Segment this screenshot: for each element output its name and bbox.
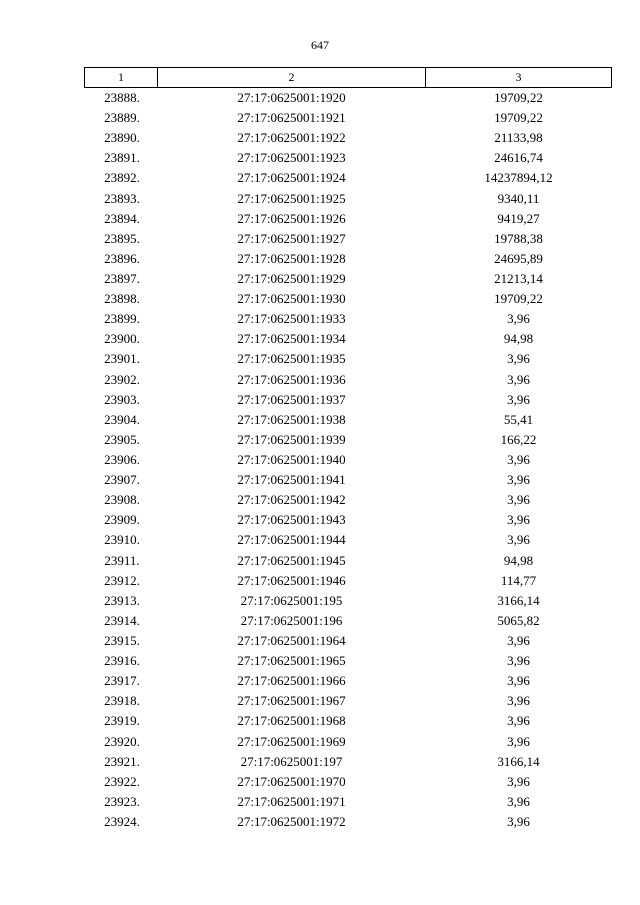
table-row (85, 510, 612, 530)
table-row (85, 671, 612, 691)
cadastral-number: 27:17:0625001:1921 (237, 110, 346, 126)
value: 19709,22 (494, 110, 543, 126)
value: 94,98 (503, 331, 534, 347)
table-row (85, 812, 612, 832)
value: 14237894,12 (484, 170, 553, 186)
table-row (85, 691, 612, 711)
value: 3,96 (507, 452, 530, 468)
value: 19709,22 (494, 291, 543, 307)
cadastral-number: 27:17:0625001:1926 (237, 210, 346, 226)
table-header (85, 68, 612, 88)
table-row (85, 128, 612, 148)
cadastral-number: 27:17:0625001:1972 (237, 813, 346, 829)
value: 114,77 (500, 572, 537, 588)
value: 3,96 (507, 532, 530, 548)
cadastral-number: 27:17:0625001:1946 (237, 572, 346, 588)
row-number: 23917. (104, 673, 140, 689)
value: 3,96 (507, 733, 530, 749)
cadastral-number: 27:17:0625001:1935 (237, 351, 346, 367)
row-number: 23896. (104, 250, 140, 266)
cadastral-number: 27:17:0625001:1941 (237, 472, 346, 488)
table-row (85, 148, 612, 168)
table-row (85, 772, 612, 792)
row-number: 23906. (104, 452, 140, 468)
table-row (85, 631, 612, 651)
row-number: 23901. (104, 351, 140, 367)
row-number: 23909. (104, 512, 140, 528)
cadastral-number: 27:17:0625001:1969 (237, 733, 346, 749)
value: 3166,14 (497, 592, 540, 608)
value: 3,96 (507, 311, 530, 327)
table-row (85, 792, 612, 812)
row-number: 23888. (104, 90, 140, 106)
table-row (85, 651, 612, 671)
cadastral-number: 27:17:0625001:1929 (237, 271, 346, 287)
row-number: 23912. (104, 572, 140, 588)
cadastral-number: 27:17:0625001:1944 (237, 532, 346, 548)
page-number: 647 (311, 38, 329, 52)
row-number: 23924. (104, 813, 140, 829)
table-row (85, 571, 612, 591)
row-number: 23899. (104, 311, 140, 327)
value: 3,96 (507, 813, 530, 829)
value: 3,96 (507, 633, 530, 648)
row-number: 23905. (104, 431, 140, 447)
value: 21133,98 (494, 130, 543, 146)
row-number: 23892. (104, 170, 140, 186)
value: 9419,27 (497, 210, 540, 226)
value: 3,96 (507, 371, 530, 387)
cadastral-number: 27:17:0625001:1924 (237, 170, 346, 186)
value: 3,96 (507, 351, 530, 367)
cadastral-number: 27:17:0625001:1966 (237, 673, 346, 689)
table-row (85, 711, 612, 731)
column-header-2: 2 (158, 68, 426, 88)
row-number: 23922. (104, 773, 140, 789)
value: 3166,14 (497, 753, 540, 769)
cadastral-number: 27:17:0625001:1945 (237, 552, 346, 568)
row-number: 23904. (104, 411, 140, 427)
cadastral-number: 27:17:0625001:1939 (237, 431, 346, 447)
row-number: 23889. (104, 110, 140, 126)
cadastral-number: 27:17:0625001:1970 (237, 773, 346, 789)
cadastral-table (84, 67, 612, 832)
row-number: 23895. (104, 230, 140, 246)
table-row (85, 490, 612, 510)
value: 3,96 (507, 693, 530, 709)
cadastral-number: 27:17:0625001:1936 (237, 371, 346, 387)
row-number: 23911. (104, 552, 140, 568)
value: 3,96 (507, 472, 530, 488)
row-number: 23897. (104, 271, 140, 287)
table-row (85, 108, 612, 128)
table-row (85, 390, 612, 410)
cadastral-number: 27:17:0625001:1930 (237, 291, 346, 307)
value: 9340,11 (497, 190, 540, 206)
row-number: 23902. (104, 371, 140, 387)
row-number: 23914. (104, 612, 140, 628)
cadastral-number: 27:17:0625001:196 (240, 612, 343, 628)
cadastral-number: 27:17:0625001:1934 (237, 331, 346, 347)
row-number: 23891. (104, 150, 140, 166)
value: 24695,89 (494, 250, 543, 266)
value: 3,96 (507, 673, 530, 689)
cadastral-number: 27:17:0625001:1965 (237, 653, 346, 669)
row-number: 23918. (104, 693, 140, 709)
table-row (85, 189, 612, 209)
cadastral-number: 27:17:0625001:1928 (237, 250, 346, 266)
value: 3,96 (507, 773, 530, 789)
cadastral-number: 27:17:0625001:1971 (237, 793, 346, 809)
cadastral-number: 27:17:0625001:1942 (237, 492, 346, 508)
header-row (85, 68, 612, 88)
value: 3,96 (507, 793, 530, 809)
value: 3,96 (507, 653, 530, 669)
table-row (85, 370, 612, 390)
table-row (85, 551, 612, 571)
table-body (85, 88, 612, 833)
table-row (85, 209, 612, 229)
column-header-3: 3 (426, 68, 612, 88)
row-number: 23920. (104, 733, 140, 749)
value: 3,96 (507, 512, 530, 528)
cadastral-number: 27:17:0625001:1943 (237, 512, 346, 528)
table-row (85, 430, 612, 450)
row-number: 23890. (104, 130, 140, 146)
value: 94,98 (503, 552, 534, 568)
row-number: 23923. (104, 793, 140, 809)
table-row (85, 269, 612, 289)
value: 21213,14 (494, 271, 543, 287)
table-row (85, 349, 612, 369)
table-row (85, 591, 612, 611)
cadastral-number: 27:17:0625001:1938 (237, 411, 346, 427)
cadastral-number: 27:17:0625001:1940 (237, 452, 346, 468)
cadastral-number: 27:17:0625001:1923 (237, 150, 346, 166)
row-number: 23915. (104, 633, 140, 648)
row-number: 23893. (104, 190, 140, 206)
row-number: 23903. (104, 391, 140, 407)
table-row (85, 329, 612, 349)
cadastral-number: 27:17:0625001:1937 (237, 391, 346, 407)
table-row (85, 168, 612, 188)
table-row (85, 611, 612, 631)
column-header-1: 1 (85, 68, 158, 88)
row-number: 23910. (104, 532, 140, 548)
table-row (85, 450, 612, 470)
value: 55,41 (503, 411, 534, 427)
value: 166,22 (500, 431, 537, 447)
value: 19788,38 (494, 230, 543, 246)
cadastral-number: 27:17:0625001:1967 (237, 693, 346, 709)
table-row (85, 732, 612, 752)
table-row (85, 229, 612, 249)
table-row (85, 289, 612, 309)
cadastral-number: 27:17:0625001:1920 (237, 90, 346, 106)
cadastral-number: 27:17:0625001:197 (240, 753, 343, 769)
table-row (85, 88, 612, 109)
table-row (85, 410, 612, 430)
cadastral-number: 27:17:0625001:1925 (237, 190, 346, 206)
value: 5065,82 (497, 612, 540, 628)
row-number: 23919. (104, 713, 140, 729)
table-row (85, 470, 612, 490)
cadastral-number: 27:17:0625001:1922 (237, 130, 346, 146)
value: 19709,22 (494, 90, 543, 106)
cadastral-number: 27:17:0625001:1964 (237, 633, 346, 648)
cadastral-number: 27:17:0625001:1933 (237, 311, 346, 327)
value: 24616,74 (494, 150, 543, 166)
row-number: 23898. (104, 291, 140, 307)
value: 3,96 (507, 713, 530, 729)
row-number: 23916. (104, 653, 140, 669)
cadastral-number: 27:17:0625001:1968 (237, 713, 346, 729)
cadastral-number: 27:17:0625001:195 (240, 592, 343, 608)
table-row (85, 249, 612, 269)
row-number: 23894. (104, 210, 140, 226)
row-number: 23900. (104, 331, 140, 347)
row-number: 23913. (104, 592, 140, 608)
value: 3,96 (507, 391, 530, 407)
value: 3,96 (507, 492, 530, 508)
table-row (85, 530, 612, 550)
row-number: 23921. (104, 753, 140, 769)
table-row (85, 752, 612, 772)
table-row (85, 309, 612, 329)
cadastral-number: 27:17:0625001:1927 (237, 230, 346, 246)
row-number: 23907. (104, 472, 140, 488)
row-number: 23908. (104, 492, 140, 508)
